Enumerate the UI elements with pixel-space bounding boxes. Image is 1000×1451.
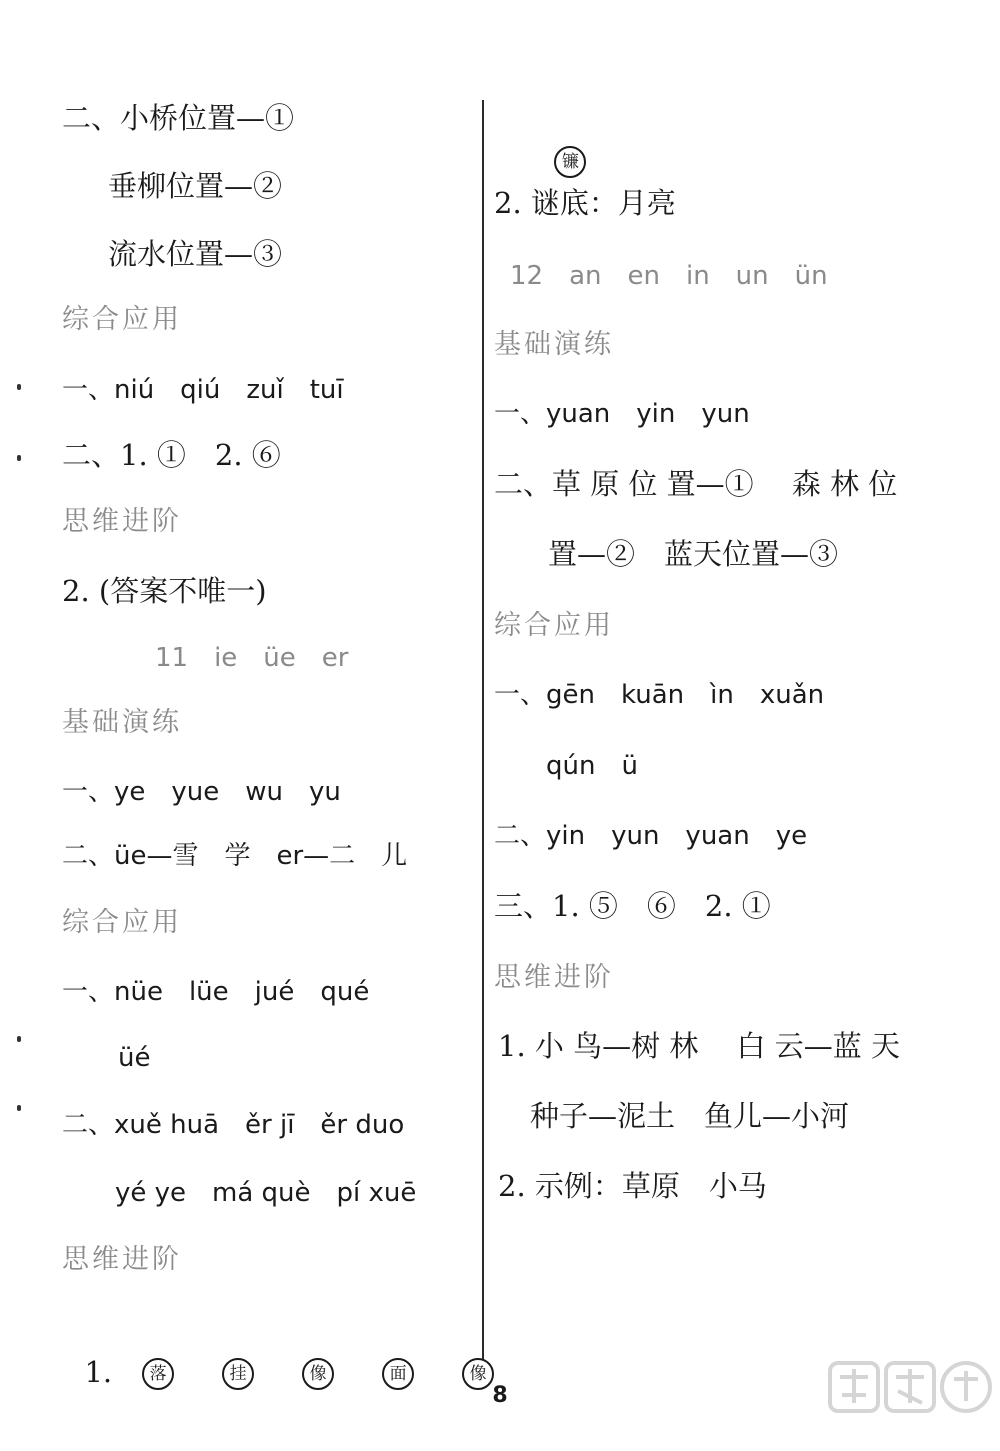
answer-pinyin-words: 二、üe—雪 学 er—二 儿 [62,841,408,871]
answer-pinyin: 一、yuan yin yun [494,399,750,429]
column-divider [482,100,484,1360]
scan-dot [17,1105,21,1111]
circled-char-row [536,106,586,178]
section-heading: 思维进阶 [62,1244,182,1275]
section-heading: 基础演练 [494,329,614,360]
circled-char: 像 [462,1358,494,1390]
answer-matching: 种子—泥土 鱼儿—小河 [530,1099,850,1133]
page-number: 8 [492,1383,508,1408]
scan-dot [17,1036,21,1042]
circled-char: 镰 [554,146,586,178]
answer-pinyin: 一、gēn kuān ìn xuǎn [494,680,825,710]
answer-water: 流水位置—③ [108,237,283,271]
section-heading: 思维进阶 [494,962,614,993]
answer-positions: 置—② 蓝天位置—③ [548,537,839,571]
answer-note: 2. (答案不唯一) [62,574,267,608]
answer-positions: 二、草 原 位 置—① 森 林 位 [494,467,898,501]
circled-char: 像 [302,1358,334,1390]
answer-willow: 垂柳位置—② [108,169,283,203]
answer-pinyin: 二、yin yun yuan ye [494,821,808,851]
answer-choice: 三、1. ⑤ ⑥ 2. ① [494,889,771,923]
section-heading: 综合应用 [62,907,182,938]
answer-bridge: 二、小桥位置—① [62,101,295,135]
answer-example: 2. 示例：草原 小马 [498,1169,767,1203]
watermark-logo [826,1355,996,1445]
section-heading: 综合应用 [62,304,182,335]
answer-choice: 二、1. ① 2. ⑥ [62,438,281,472]
answer-riddle: 2. 谜底：月亮 [494,186,676,220]
answer-pinyin: 一、ye yue wu yu [62,777,341,807]
answer-circled-row [66,1318,494,1390]
scan-dot [17,455,21,461]
lesson-title: 11 ie üe er [155,643,349,673]
section-heading: 基础演练 [62,707,182,738]
answer-pinyin: üé [118,1043,151,1073]
answer-pinyin: 一、nüe lüe jué qué [62,977,370,1007]
answer-pinyin: yé ye má què pí xuē [115,1178,417,1208]
answer-matching: 1. 小 鸟—树 林 白 云—蓝 天 [498,1029,900,1063]
lesson-title: 12 an en in un ün [510,261,828,291]
answer-pinyin: 二、xuě huā ěr jī ěr duo [62,1110,405,1140]
scan-dot [17,384,21,390]
answer-pinyin: qún ü [546,751,638,781]
circled-char: 面 [382,1358,414,1390]
section-heading: 综合应用 [494,610,614,641]
circled-char: 落 [142,1358,174,1390]
section-heading: 思维进阶 [62,506,182,537]
answer-number: 1. [84,1355,113,1389]
answer-pinyin: 一、niú qiú zuǐ tuī [62,375,344,405]
circled-char: 挂 [222,1358,254,1390]
